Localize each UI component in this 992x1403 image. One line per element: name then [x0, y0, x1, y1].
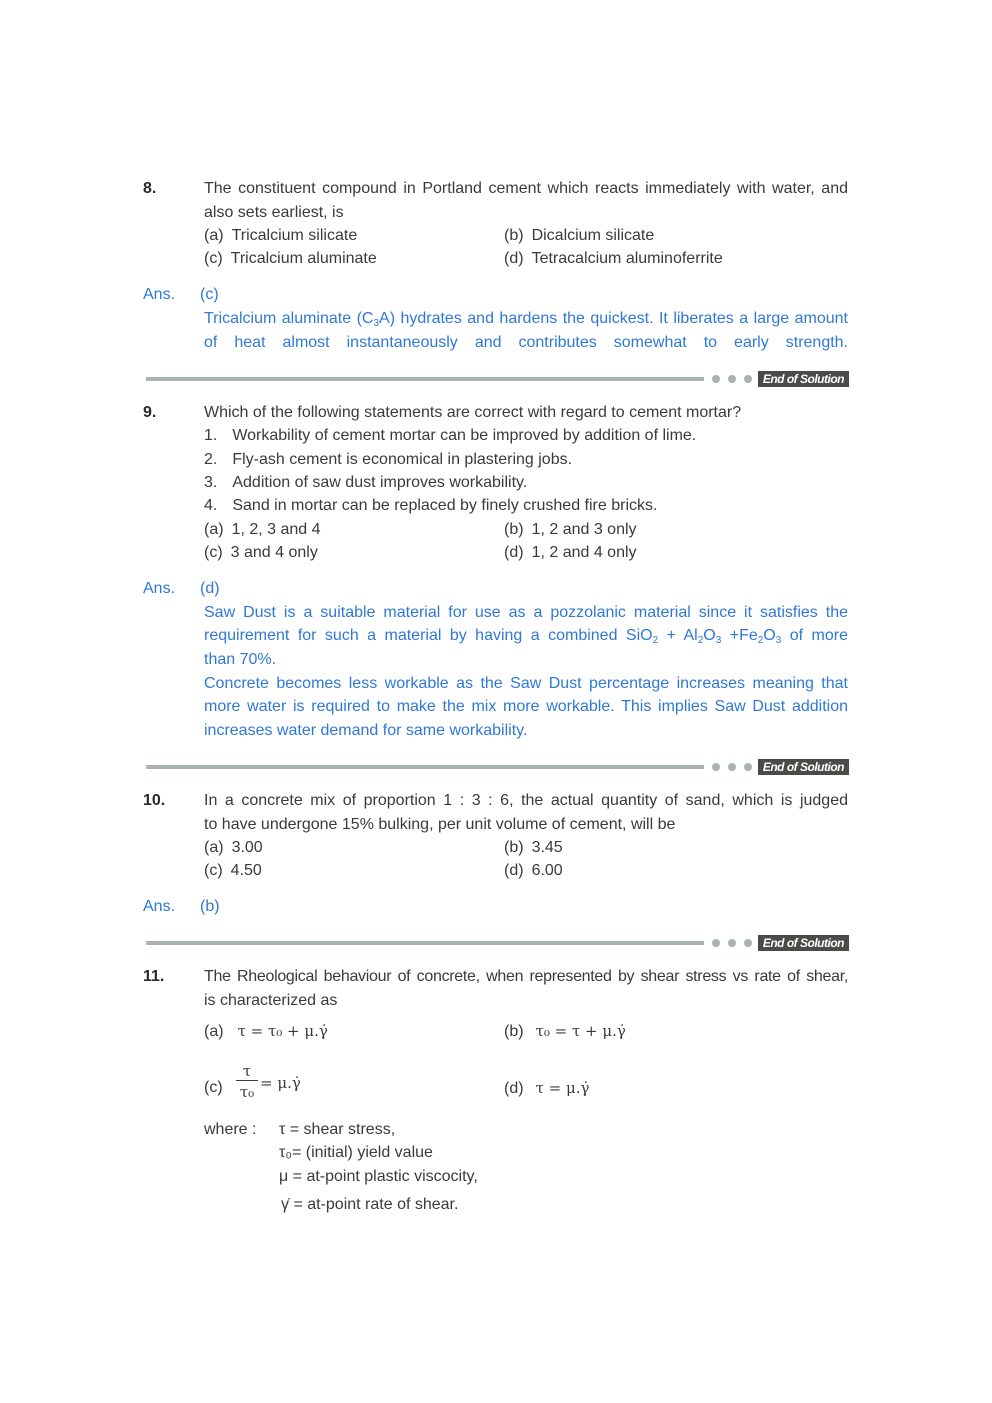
- option-a: [204, 1021, 328, 1041]
- option-text: Tricalcium silicate: [231, 227, 358, 244]
- statement: [204, 426, 696, 446]
- option-text: 1, 2 and 3 only: [531, 521, 637, 538]
- option-key: (c): [204, 544, 223, 561]
- option-key: (a): [204, 521, 224, 538]
- where-label: where :: [204, 1121, 257, 1138]
- question-text: to have undergone 15% bulking, per unit volume of cement, will be: [204, 816, 676, 833]
- option-text: 3.00: [231, 839, 263, 856]
- option-d: [504, 249, 723, 269]
- explanation-line: more water is required to make the mix more workable. This implies Saw Dust addition: [204, 698, 848, 715]
- dot-icon: [728, 939, 736, 947]
- dot-icon: [744, 763, 752, 771]
- legend-line: τ = shear stress,: [279, 1121, 396, 1138]
- explanation-line: than 70%.: [204, 651, 277, 668]
- option-key: (b): [504, 521, 524, 538]
- option-formula: τ = τ₀ + μ.γ̇: [237, 1022, 328, 1040]
- question-number: 11.: [143, 968, 165, 985]
- option-text: 3.45: [531, 839, 563, 856]
- answer-label: Ans.: [143, 286, 176, 303]
- end-of-solution-divider: [146, 760, 849, 774]
- text: requirement for such a material by having a combined SiO: [204, 627, 653, 644]
- option-text: 4.50: [230, 862, 262, 879]
- statement-text: Addition of saw dust improves workability.: [232, 474, 528, 491]
- dot-icon: [728, 375, 736, 383]
- explanation-line: [204, 309, 848, 329]
- question-text: Which of the following statements are correct with regard to cement mortar?: [204, 404, 742, 421]
- option-b: [504, 226, 654, 246]
- option-text: 6.00: [531, 862, 563, 879]
- divider-line: [146, 941, 704, 945]
- option-key: (d): [504, 544, 524, 561]
- question-number: 9.: [143, 404, 157, 421]
- text: +Fe: [721, 627, 758, 644]
- option-key: (d): [504, 250, 524, 267]
- option-b: [504, 520, 637, 540]
- option-key: (c): [204, 862, 223, 879]
- text: Tricalcium aluminate (C: [204, 310, 374, 327]
- subscript: 2: [697, 635, 704, 646]
- question-text: is characterized as: [204, 992, 338, 1009]
- text: O: [703, 627, 716, 644]
- answer-value: (b): [200, 898, 220, 915]
- option-key: (b): [504, 839, 524, 856]
- option-d: [504, 543, 637, 563]
- subscript: 3: [715, 635, 722, 646]
- option-key: (b): [504, 1023, 524, 1040]
- option-c: [204, 543, 318, 563]
- dot-icon: [712, 375, 720, 383]
- text: + Al: [658, 627, 698, 644]
- question-number: 10.: [143, 792, 166, 809]
- option-key: (d): [504, 862, 524, 879]
- legend-line: γ̇ = at-point rate of shear.: [281, 1196, 459, 1213]
- option-a: [204, 520, 321, 540]
- option-a: [204, 838, 263, 858]
- question-number: 8.: [143, 180, 157, 197]
- option-c: [204, 861, 262, 881]
- option-c-formula: = μ.γ̇: [260, 1074, 301, 1092]
- option-b: [504, 1021, 626, 1041]
- subscript: 3: [775, 635, 782, 646]
- divider-line: [146, 765, 704, 769]
- statement: [204, 473, 527, 493]
- dot-icon: [712, 939, 720, 947]
- question-text: In a concrete mix of proportion 1 : 3 : 6, the actual quantity of sand, which is judged: [204, 792, 848, 809]
- end-of-solution-tag: End of Solution: [758, 371, 849, 387]
- question-text: The Rheological behaviour of concrete, when represented by shear stress vs rate of shear,: [204, 968, 848, 985]
- dot-icon: [712, 763, 720, 771]
- question-text: also sets earliest, is: [204, 204, 344, 221]
- subscript: 2: [652, 635, 659, 646]
- text: O: [763, 627, 776, 644]
- explanation-line: [204, 626, 848, 646]
- option-formula: τ = μ.γ̇: [535, 1079, 590, 1097]
- explanation-line: Concrete becomes less workable as the Saw Dust percentage increases meaning that: [204, 675, 848, 692]
- option-text: 1, 2, 3 and 4: [231, 521, 321, 538]
- answer-label: Ans.: [143, 898, 176, 915]
- option-b: [504, 838, 563, 858]
- option-key: (d): [504, 1080, 524, 1097]
- option-text: Tetracalcium aluminoferrite: [531, 250, 723, 267]
- dot-icon: [744, 939, 752, 947]
- text: of more: [781, 627, 848, 644]
- subscript: 3: [373, 318, 380, 329]
- answer-value: (d): [200, 580, 220, 597]
- end-of-solution-divider: [146, 936, 849, 950]
- denominator: τ₀: [239, 1083, 255, 1101]
- end-of-solution-divider: [146, 372, 849, 386]
- dot-icon: [728, 763, 736, 771]
- subscript: 2: [757, 635, 764, 646]
- legend-line: μ = at-point plastic viscocity,: [279, 1168, 478, 1185]
- statement-text: Workability of cement mortar can be improved by addition of lime.: [232, 427, 697, 444]
- option-formula: τ₀ = τ + μ.γ̇: [535, 1022, 626, 1040]
- statement-number: 1.: [204, 427, 218, 444]
- statement-number: 2.: [204, 451, 218, 468]
- numerator: τ: [236, 1062, 258, 1081]
- option-d: [504, 1078, 589, 1098]
- option-c-fraction: [236, 1062, 258, 1101]
- answer-label: Ans.: [143, 580, 176, 597]
- statement: [204, 496, 657, 516]
- end-of-solution-tag: End of Solution: [758, 759, 849, 775]
- end-of-solution-tag: End of Solution: [758, 935, 849, 951]
- option-key: (b): [504, 227, 524, 244]
- text: A) hydrates and hardens the quickest. It liberates a large amount: [379, 310, 848, 327]
- explanation-line: of heat almost instantaneously and contributes somewhat to early strength.: [204, 334, 848, 351]
- answer-value: (c): [200, 286, 219, 303]
- question-text: The constituent compound in Portland cement which reacts immediately with water, and: [204, 180, 848, 197]
- legend-line: τ₀= (initial) yield value: [279, 1144, 433, 1161]
- dot-icon: [744, 375, 752, 383]
- option-key: (c): [204, 250, 223, 267]
- explanation-line: Saw Dust is a suitable material for use as a pozzolanic material since it satisfies the: [204, 604, 848, 621]
- option-text: 1, 2 and 4 only: [531, 544, 637, 561]
- option-a: [204, 226, 357, 246]
- option-c: [204, 249, 377, 269]
- statement-number: 4.: [204, 497, 218, 514]
- option-d: [504, 861, 563, 881]
- explanation-line: increases water demand for same workability.: [204, 722, 528, 739]
- divider-line: [146, 377, 704, 381]
- option-key: (a): [204, 227, 224, 244]
- option-text: Dicalcium silicate: [531, 227, 655, 244]
- option-key: (a): [204, 1023, 224, 1040]
- statement-text: Sand in mortar can be replaced by finely crushed fire bricks.: [232, 497, 658, 514]
- option-key: (a): [204, 839, 224, 856]
- statement: [204, 450, 572, 470]
- statement-number: 3.: [204, 474, 218, 491]
- statement-text: Fly-ash cement is economical in plastering jobs.: [232, 451, 573, 468]
- option-text: 3 and 4 only: [230, 544, 318, 561]
- option-c-key: (c): [204, 1079, 223, 1096]
- option-text: Tricalcium aluminate: [230, 250, 377, 267]
